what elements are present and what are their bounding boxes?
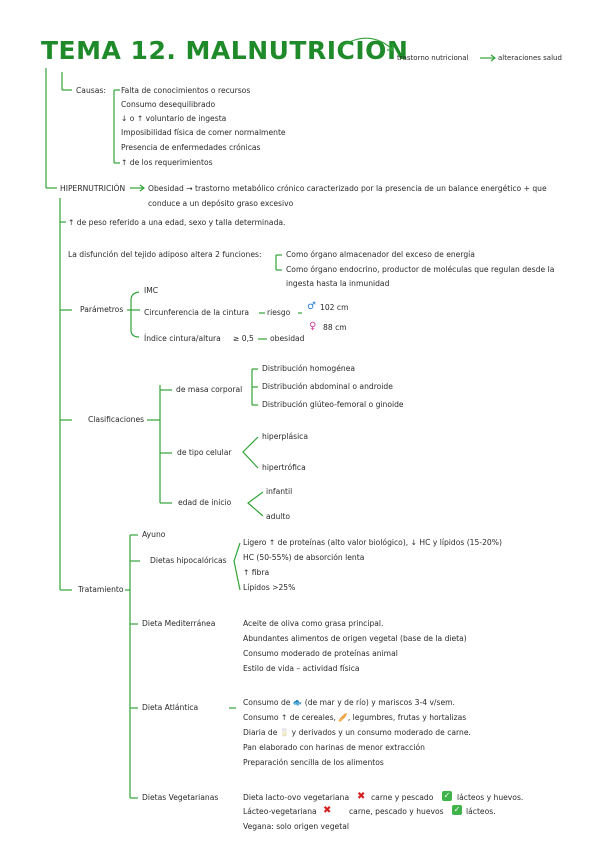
male-icon: ♂ [307,301,316,312]
hipo-item: HC (50-55%) de absorción lenta [243,553,365,562]
causa-item: Falta de conocimientos o recursos [121,86,251,95]
veg1-a: Dieta lacto-ovo vegetariana [243,793,350,802]
param-imc: IMC [144,286,159,295]
veg3: Vegana: solo origen vegetal [243,822,349,831]
celular-item: hipertrófica [262,463,306,472]
hipo-item: ↑ fibra [243,568,270,577]
funcion-3: ingesta hasta la inmunidad [286,279,390,288]
funcion-2: Como órgano endocrino, productor de moléculas que regulan desde la [286,265,555,274]
clasificaciones-label: Clasificaciones [88,415,145,424]
causa-item: ↓ o ↑ voluntario de ingesta [121,114,227,123]
med-item: Abundantes alimentos de origen vegetal (base de la dieta) [243,634,467,643]
veg2-c: lácteos. [466,807,496,816]
check-icon: ✓ [443,791,451,800]
title-note-b: alteraciones salud [498,54,562,62]
cross-icon: ✖ [357,791,366,802]
trat-ayuno: Ayuno [142,530,166,539]
atl-item: Consumo ↑ de cereales, 🥖, legumbres, frutas y hortalizas [243,713,467,722]
param-female: 88 cm [323,323,347,332]
atl-item: Diaria de 🥛 y derivados y un consumo moderado de carne. [243,728,471,737]
tratamiento-label: Tratamiento [78,585,124,594]
atl-item: Consumo de 🐟 (de mar y de río) y mariscos 3-4 v/sem. [243,698,455,707]
parametros-label: Parámetros [80,305,124,314]
hiper-def-1: Obesidad → trastorno metabólico crónico caracterizado por la presencia de un balance energético + que [148,184,547,193]
veg1-b: carne y pescado [371,793,434,802]
trat-mediterranea: Dieta Mediterránea [142,619,216,628]
title-note-a: trastorno nutricional [397,54,469,62]
cross-icon: ✖ [323,805,332,816]
clas-inicio: edad de inicio [178,498,232,507]
hiper-def-2: conduce a un depósito graso excesivo [148,199,294,208]
causa-item: Consumo desequilibrado [121,100,216,109]
clas-masa: de masa corporal [176,385,243,394]
causas-label: Causas: [76,86,106,95]
param-male: 102 cm [320,303,349,312]
med-item: Aceite de oliva como grasa principal. [243,619,384,628]
trat-vegetarianas: Dietas Vegetarianas [142,793,219,802]
inicio-item: infantil [266,487,293,496]
masa-item: Distribución abdominal o androide [262,382,393,391]
veg1-c: lácteos y huevos. [457,793,524,802]
hiper-label: HIPERNUTRICIÓN [60,184,126,193]
funcion-1: Como órgano almacenador del exceso de energía [286,250,475,259]
check-icon: ✓ [453,805,461,814]
causa-item: Imposibilidad física de comer normalmente [121,128,286,137]
param-riesgo: riesgo [267,308,291,317]
veg2-b: carne, pescado y huevos [349,807,444,816]
page-title: TEMA 12. MALNUTRICION [41,36,409,65]
clas-celular: de tipo celular [177,448,232,457]
param-cintura: Circunferencia de la cintura [144,308,250,317]
param-indice-val: ≥ 0,5 [233,334,254,343]
inicio-item: adulto [266,512,291,521]
hiper-disfuncion: La disfunción del tejido adiposo altera 2 funciones: [68,250,262,259]
celular-item: hiperplásica [262,432,309,441]
hipo-item: Lípidos >25% [243,583,296,592]
masa-item: Distribución homogénea [262,364,356,373]
param-indice: Índice cintura/altura [144,334,221,343]
causa-item: ↑ de los requerimientos [121,158,213,167]
masa-item: Distribución glúteo-femoral o ginoide [262,400,404,409]
med-item: Estilo de vida – actividad física [243,664,360,673]
female-icon: ♀ [309,321,317,332]
trat-atlantica: Dieta Atlántica [142,703,199,712]
param-obesidad: obesidad [270,334,305,343]
causa-item: Presencia de enfermedades crónicas [121,143,261,152]
hipo-item: Ligero ↑ de proteínas (alto valor biológico), ↓ HC y lípidos (15-20%) [243,538,502,547]
trat-hipo: Dietas hipocalóricas [150,556,227,565]
med-item: Consumo moderado de proteínas animal [243,649,398,658]
veg2-a: Lácteo-vegetariana [243,807,317,816]
atl-item: Preparación sencilla de los alimentos [243,758,384,767]
atl-item: Pan elaborado con harinas de menor extracción [243,743,425,752]
hiper-peso: ↑ de peso referido a una edad, sexo y talla determinada. [68,218,286,227]
